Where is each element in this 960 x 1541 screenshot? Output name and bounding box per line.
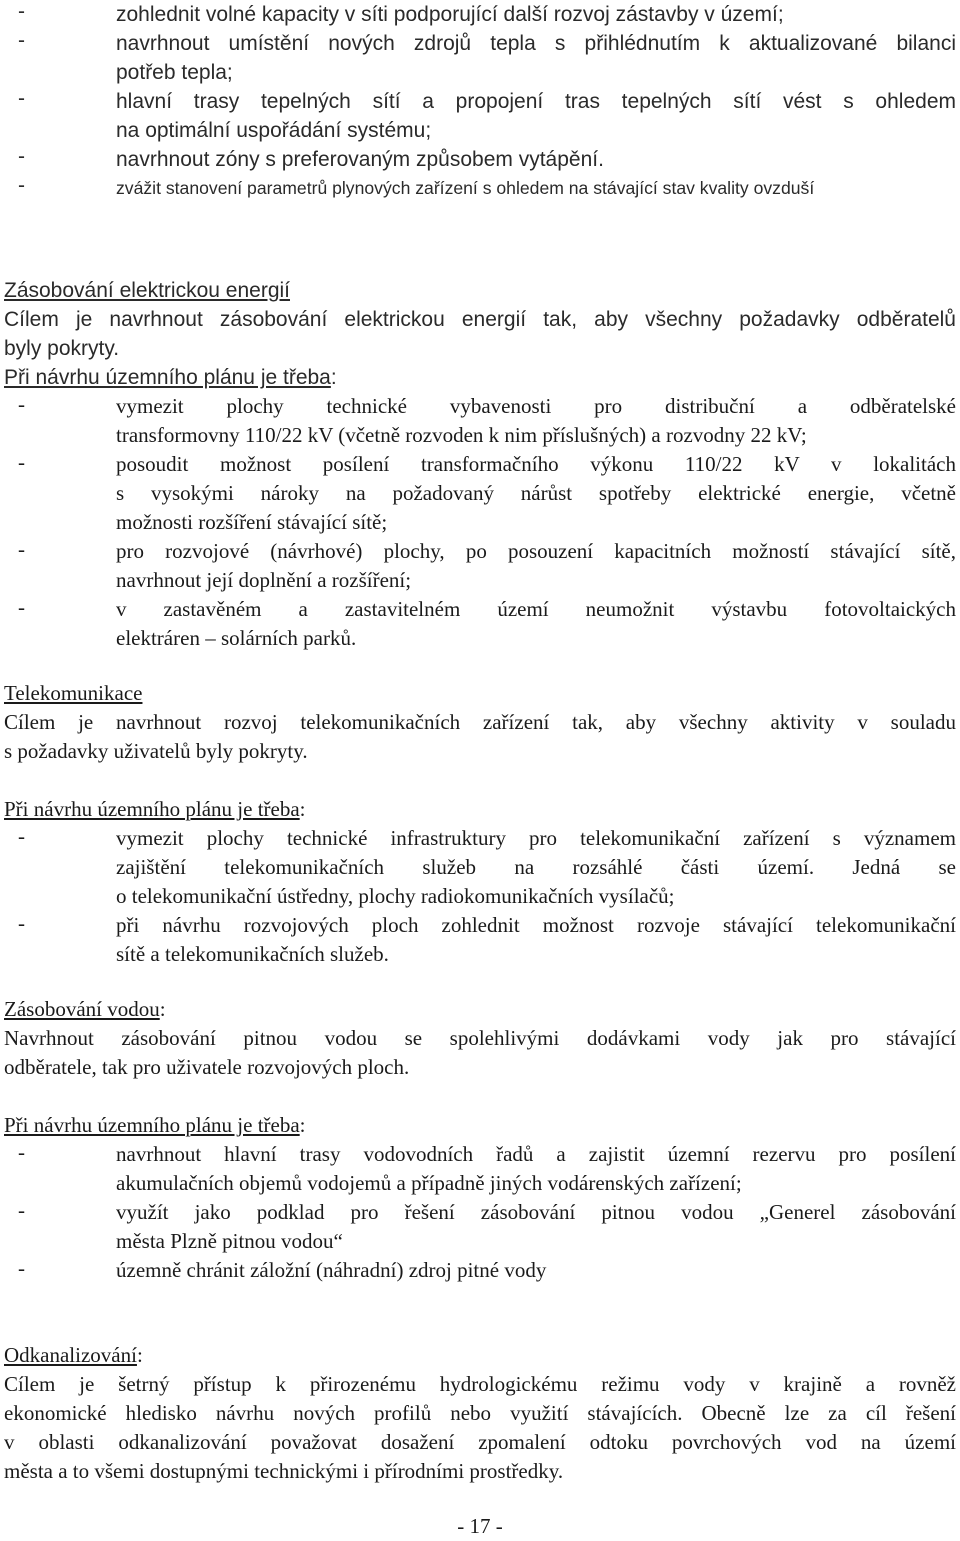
list-item-line: o telekomunikační ústředny, plochy radiokomunikačních vysílačů; bbox=[116, 884, 675, 908]
list-item-line: pro rozvojové (návrhové) plochy, po posouzení kapacitních možností stávající sítě, bbox=[116, 539, 956, 563]
list-item-line: v zastavěném a zastavitelném území neumožnit výstavbu fotovoltaických bbox=[116, 597, 956, 621]
paragraph-line: města a to všemi dostupnými technickými i přírodními prostředky. bbox=[4, 1459, 564, 1483]
list-item-line: zohlednit volné kapacity v síti podporující další rozvoj zástavby v území; bbox=[116, 3, 784, 26]
page-number: - 17 - bbox=[457, 1514, 503, 1538]
list-item-line: navrhnout její doplnění a rozšíření; bbox=[116, 568, 412, 592]
paragraph-line: Cílem je navrhnout zásobování elektrickou energií tak, aby všechny požadavky odběratelů bbox=[4, 308, 956, 331]
list-item-line: navrhnout zóny s preferovaným způsobem vytápění. bbox=[116, 148, 604, 171]
list-item-line: potřeb tepla; bbox=[116, 61, 233, 84]
list-item-line: možnosti rozšíření stávající sítě; bbox=[116, 510, 388, 534]
paragraph-line: v oblasti odkanalizování považovat dosažení zpomalení odtoku povrchových vod na území bbox=[4, 1430, 956, 1454]
plan-heading: Při návrhu územního plánu je třeba: bbox=[4, 797, 306, 821]
section-heading-water: Zásobování vodou: bbox=[4, 997, 166, 1021]
list-item-line: zvážit stanovení parametrů plynových zařízení s ohledem na stávající stav kvality ovzduší bbox=[116, 178, 815, 198]
paragraph-line: Navrhnout zásobování pitnou vodou se spolehlivými dodávkami vody jak pro stávající bbox=[4, 1026, 956, 1050]
list-item-line: územně chránit záložní (náhradní) zdroj pitné vody bbox=[116, 1258, 547, 1282]
list-item-line: při návrhu rozvojových ploch zohlednit možnost rozvoje stávající telekomunikační bbox=[116, 913, 956, 937]
paragraph-line: byly pokryty. bbox=[4, 337, 120, 360]
list-item-line: hlavní trasy tepelných sítí a propojení tras tepelných sítí vést s ohledem bbox=[116, 90, 956, 113]
section-heading-sewer: Odkanalizování: bbox=[4, 1343, 143, 1367]
paragraph-line: ekonomické hledisko návrhu nových profilů nebo využití stávajících. Obecně lze za cíl řešení bbox=[4, 1401, 956, 1425]
list-item-line: zajištění telekomunikačních služeb na rozsáhlé části území. Jedná se bbox=[116, 855, 956, 879]
document-page: - zohlednit volné kapacity v síti podporující další rozvoj zástavby v území; - navrhnout umístění nových zdrojů tepla s přihlédnutím k aktualizované bilanci potřeb tepla; - hlavní trasy tepelných sítí a propojení tras tepelných sítí vést s ohledem na optimální uspořádání systému; - navrhnout zóny s preferovaným způsobem vytápění. - zvážit stanovení parametrů plynových zařízení s ohledem na stávající stav kvality ovzduší Zásobování elektrickou energií Cílem je navrhnout zásobování elektrickou energií tak, aby všechny požadavky odběratelů byly pokryty. Při návrhu územního plánu je třeba: - vymezit plochy technické vybavenosti pro distribuční a odběratelské transformovny 110/22 kV (včetně rozvoden k nim příslušných) a rozvodny 22 kV; - posoudit možnost posílení transformačního výkonu 110/22 kV v lokalitách s vysokými nároky na požadovaný nárůst spotřeby elektrické energie, včetně možnosti rozšíření stávající sítě; - pro rozvojové (návrhové) plochy, po posouzení kapacitních možností stávající sítě, navrhnout její doplnění a rozšíření; - v zastavěném a zastavitelném území neumožnit výstavbu fotovoltaických elektráren – solárních parků. Telekomunikace Cílem je navrhnout rozvoj telekomunikačních zařízení tak, aby všechny aktivity v souladu s požadavky uživatelů byly pokryty. Při návrhu územního plánu je třeba: - vymezit plochy technické infrastruktury pro telekomunikační zařízení s významem zajištění telekomunikačních služeb na rozsáhlé části území. Jedná se o telekomunikační ústředny, plochy radiokomunikačních vysílačů; - při návrhu rozvojových ploch zohlednit možnost rozvoje stávající telekomunikační sítě a telekomunikačních služeb. Zásobování vodou: Navrhnout zásobování pitnou vodou se spolehlivými dodávkami vody jak pro stávající odběratele, tak pro uživatele rozvojových ploch. Při návrhu územního plánu je třeba: - navrhnout hlavní trasy vodovodních řadů a zajistit územní rezervu pro posílení akumulačních objemů vodojemů a případně jiných vodárenských zařízení; - využít jako podklad pro řešení zásobování pitnou vodou „Generel zásobování města Plzně pitnou vodou“ - územně chránit záložní (náhradní) zdroj pitné vody Odkanalizování: Cílem je šetrný přístup k přirozenému hydrologickému režimu vody v krajině a rovněž ekonomické hledisko návrhu nových profilů nebo využití stávajících. Obecně lze za cíl řešení v oblasti odkanalizování považovat dosažení zpomalení odtoku povrchových vod na území města a to všemi dostupnými technickými i přírodními prostředky. - 17 - bbox=[0, 0, 960, 1537]
list-item-line: s vysokými nároky na požadovaný nárůst spotřeby elektrické energie, včetně bbox=[116, 481, 956, 505]
section-heading-telecom: Telekomunikace bbox=[4, 681, 143, 705]
list-item-line: elektráren – solárních parků. bbox=[116, 626, 357, 650]
paragraph-line: Cílem je navrhnout rozvoj telekomunikačních zařízení tak, aby všechny aktivity v souladu bbox=[4, 710, 956, 734]
paragraph-line: odběratele, tak pro uživatele rozvojových ploch. bbox=[4, 1055, 410, 1079]
section-heading-electricity: Zásobování elektrickou energií bbox=[4, 279, 290, 302]
plan-heading: Při návrhu územního plánu je třeba: bbox=[4, 1113, 306, 1137]
list-item-line: využít jako podklad pro řešení zásobování pitnou vodou „Generel zásobování bbox=[116, 1200, 956, 1224]
list-item-line: transformovny 110/22 kV (včetně rozvoden k nim příslušných) a rozvodny 22 kV; bbox=[116, 423, 807, 447]
list-item-line: na optimální uspořádání systému; bbox=[116, 119, 432, 142]
paragraph-line: Cílem je šetrný přístup k přirozenému hydrologickému režimu vody v krajině a rovněž bbox=[4, 1372, 956, 1396]
paragraph-line: s požadavky uživatelů byly pokryty. bbox=[4, 739, 308, 763]
plan-heading: Při návrhu územního plánu je třeba: bbox=[4, 366, 337, 389]
list-item-line: navrhnout hlavní trasy vodovodních řadů a zajistit územní rezervu pro posílení bbox=[116, 1142, 956, 1166]
list-item-line: posoudit možnost posílení transformačního výkonu 110/22 kV v lokalitách bbox=[116, 452, 956, 476]
list-item-line: sítě a telekomunikačních služeb. bbox=[116, 942, 389, 966]
list-item-line: města Plzně pitnou vodou“ bbox=[116, 1229, 343, 1253]
list-item-line: akumulačních objemů vodojemů a případně jiných vodárenských zařízení; bbox=[116, 1171, 742, 1195]
list-item-line: navrhnout umístění nových zdrojů tepla s přihlédnutím k aktualizované bilanci bbox=[116, 32, 956, 55]
list-item-line: vymezit plochy technické infrastruktury pro telekomunikační zařízení s významem bbox=[116, 826, 956, 850]
list-item-line: vymezit plochy technické vybavenosti pro distribuční a odběratelské bbox=[116, 394, 956, 418]
